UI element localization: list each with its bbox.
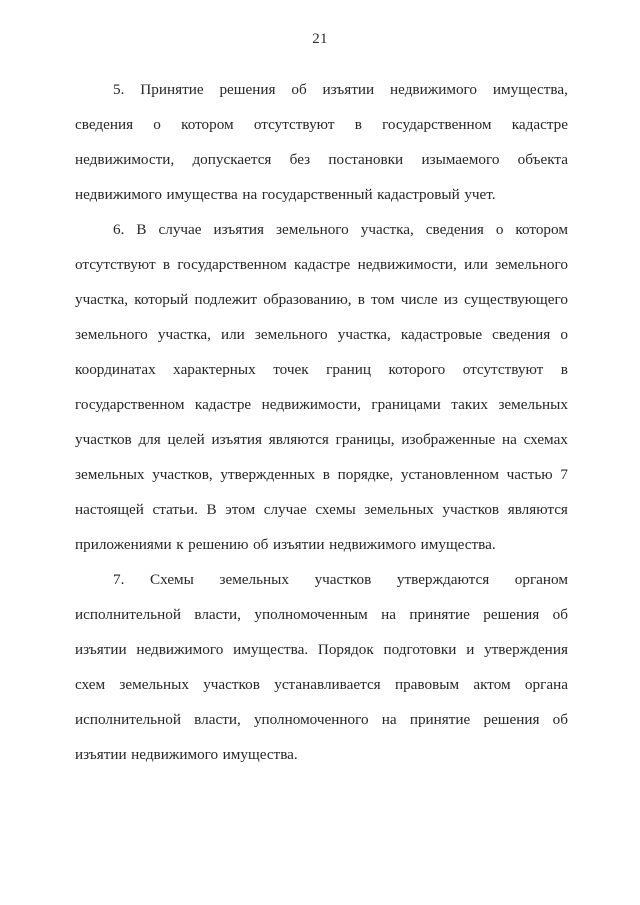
word: в [162,256,171,273]
word: образованию, [263,291,352,308]
paragraph-number: 6. [113,221,125,238]
word: устанавливается [274,676,381,693]
word: на [381,711,397,728]
word: земельных [364,501,434,518]
word: участка, [75,291,129,308]
word: случае [158,221,202,238]
word: об [253,536,269,553]
paragraph [75,72,568,212]
word: объекта [517,151,568,168]
word: решения [483,606,540,623]
word: органа [524,676,568,693]
text-line [75,597,568,632]
text-line [75,352,568,387]
word: существующего [464,291,568,308]
word: имущества [166,186,238,203]
word: из [443,291,458,308]
word: органом [514,571,568,588]
word: участков [203,676,260,693]
paragraph-number: 5. [113,81,125,98]
text-line [75,177,568,212]
text-line [75,317,568,352]
word: изъятия [213,221,264,238]
word: участков [314,571,372,588]
word: изъятии [272,536,325,553]
paragraph [75,212,568,562]
word: земельных [119,676,189,693]
word: границ [326,361,372,378]
word: утверждения [484,641,568,658]
word: участка, [337,326,391,343]
word: имущества, [492,81,568,98]
page-number: 21 [312,31,328,47]
word: кадастровые [400,326,483,343]
text-line [75,422,568,457]
word: для [138,431,161,448]
word: статьи. [152,501,198,518]
word: к [176,536,184,553]
word: порядке, [337,466,394,483]
text-line [75,562,568,597]
word: границами [371,396,441,413]
word: кадастровый [377,186,460,203]
word: границы, [335,431,395,448]
text-line [75,387,568,422]
word: недвижимости, [261,396,361,413]
word: имущества. [420,536,496,553]
text-line [75,737,568,772]
word: изъятии [75,746,127,763]
word: недвижимого [390,81,477,98]
text-line [75,282,568,317]
word: В [136,221,147,238]
word: отсутствуют [75,256,156,273]
word: изымаемого [421,151,500,168]
word: или [220,326,245,343]
word: характерных [173,361,256,378]
word: подлежит [194,291,258,308]
word: земельного [275,221,349,238]
word: на [501,431,517,448]
word: уполномоченного [253,711,369,728]
word: земельных [219,571,289,588]
text-line [75,212,568,247]
word: таких [451,396,488,413]
word: кадастре [194,396,252,413]
word: кадастре [294,256,351,273]
word: недвижимости, [75,151,175,168]
paragraph-number: 7. [113,571,125,588]
word: об [291,81,307,98]
word: отсутствуют [462,361,544,378]
word: о [495,221,504,238]
word: Схемы [149,571,194,588]
word: отсутствуют [253,116,335,133]
word: участка, [157,326,211,343]
word: исполнительной [75,711,181,728]
word: об [552,711,568,728]
word: которого [388,361,446,378]
word: недвижимого [136,641,224,658]
word: принятие [409,606,470,623]
word: этом [225,501,256,518]
word: изъятии [322,81,375,98]
word: принятие [409,711,471,728]
word: кадастре [511,116,568,133]
word: участков [442,501,500,518]
text-line [75,142,568,177]
word: изъятия [211,431,262,448]
word: государственном [177,256,287,273]
word: участков [75,431,132,448]
word: утверждаются [396,571,490,588]
word: изображенные [401,431,496,448]
word: допускается [192,151,272,168]
word: подготовки [383,641,457,658]
text-line [75,107,568,142]
word: схем [75,676,106,693]
word: земельного [254,326,328,343]
word: Порядок [317,641,374,658]
word: без [289,151,311,168]
word: государственный [261,186,373,203]
word: участков, [152,466,213,483]
word: Принятие [140,81,204,98]
word: котором [181,116,234,133]
word: на [381,606,396,623]
word: и [466,641,475,658]
word: недвижимого [131,746,219,763]
word: постановки [328,151,404,168]
word: том [371,291,395,308]
word: схемы [315,501,356,518]
word: В [206,501,217,518]
word: сведения [75,116,134,133]
paragraph [75,562,568,772]
word: изъятии [75,641,127,658]
text-line [75,457,568,492]
word: о [153,116,161,133]
word: на [242,186,258,203]
word: о [560,326,568,343]
word: в [357,291,365,308]
document-body [75,72,568,772]
word: в [322,466,330,483]
text-line [75,632,568,667]
word: настоящей [75,501,144,518]
word: приложениями [75,536,172,553]
text-line [75,702,568,737]
word: уполномоченным [254,606,368,623]
word: земельного [495,256,568,273]
word: земельных [75,466,145,483]
word: недвижимого [75,186,162,203]
word: имущества. [222,746,298,763]
text-line [75,667,568,702]
word: актом [473,676,511,693]
text-line [75,492,568,527]
word: недвижимости, [357,256,457,273]
word: участка, [360,221,414,238]
word: целей [167,431,205,448]
word: координатах [75,361,156,378]
word: в [354,116,362,133]
word: 7 [560,466,568,483]
word: земельного [75,326,148,343]
word: являются [507,501,568,518]
word: который [134,291,189,308]
word: или [464,256,488,273]
word: правовым [394,676,460,693]
word: недвижимого [329,536,417,553]
word: частью [506,466,553,483]
word: решению [188,536,249,553]
word: земельных [498,396,568,413]
word: имущества. [233,641,309,658]
word: власти, [194,711,241,728]
text-line [75,72,568,107]
word: государственном [75,396,185,413]
word: случае [263,501,307,518]
word: точек [273,361,309,378]
word: решения [219,81,276,98]
word: власти, [194,606,241,623]
word: сведения [492,326,551,343]
word: об [552,606,568,623]
text-line [75,527,568,562]
word: утвержденных [220,466,316,483]
word: установленном [400,466,499,483]
word: решения [483,711,540,728]
word: исполнительной [75,606,181,623]
word: схемах [523,431,568,448]
text-line [75,247,568,282]
word: учет. [464,186,496,203]
word: сведения [425,221,484,238]
word: государственном [382,116,492,133]
word: числе [400,291,438,308]
word: котором [515,221,568,238]
word: в [560,361,568,378]
word: являются [268,431,329,448]
